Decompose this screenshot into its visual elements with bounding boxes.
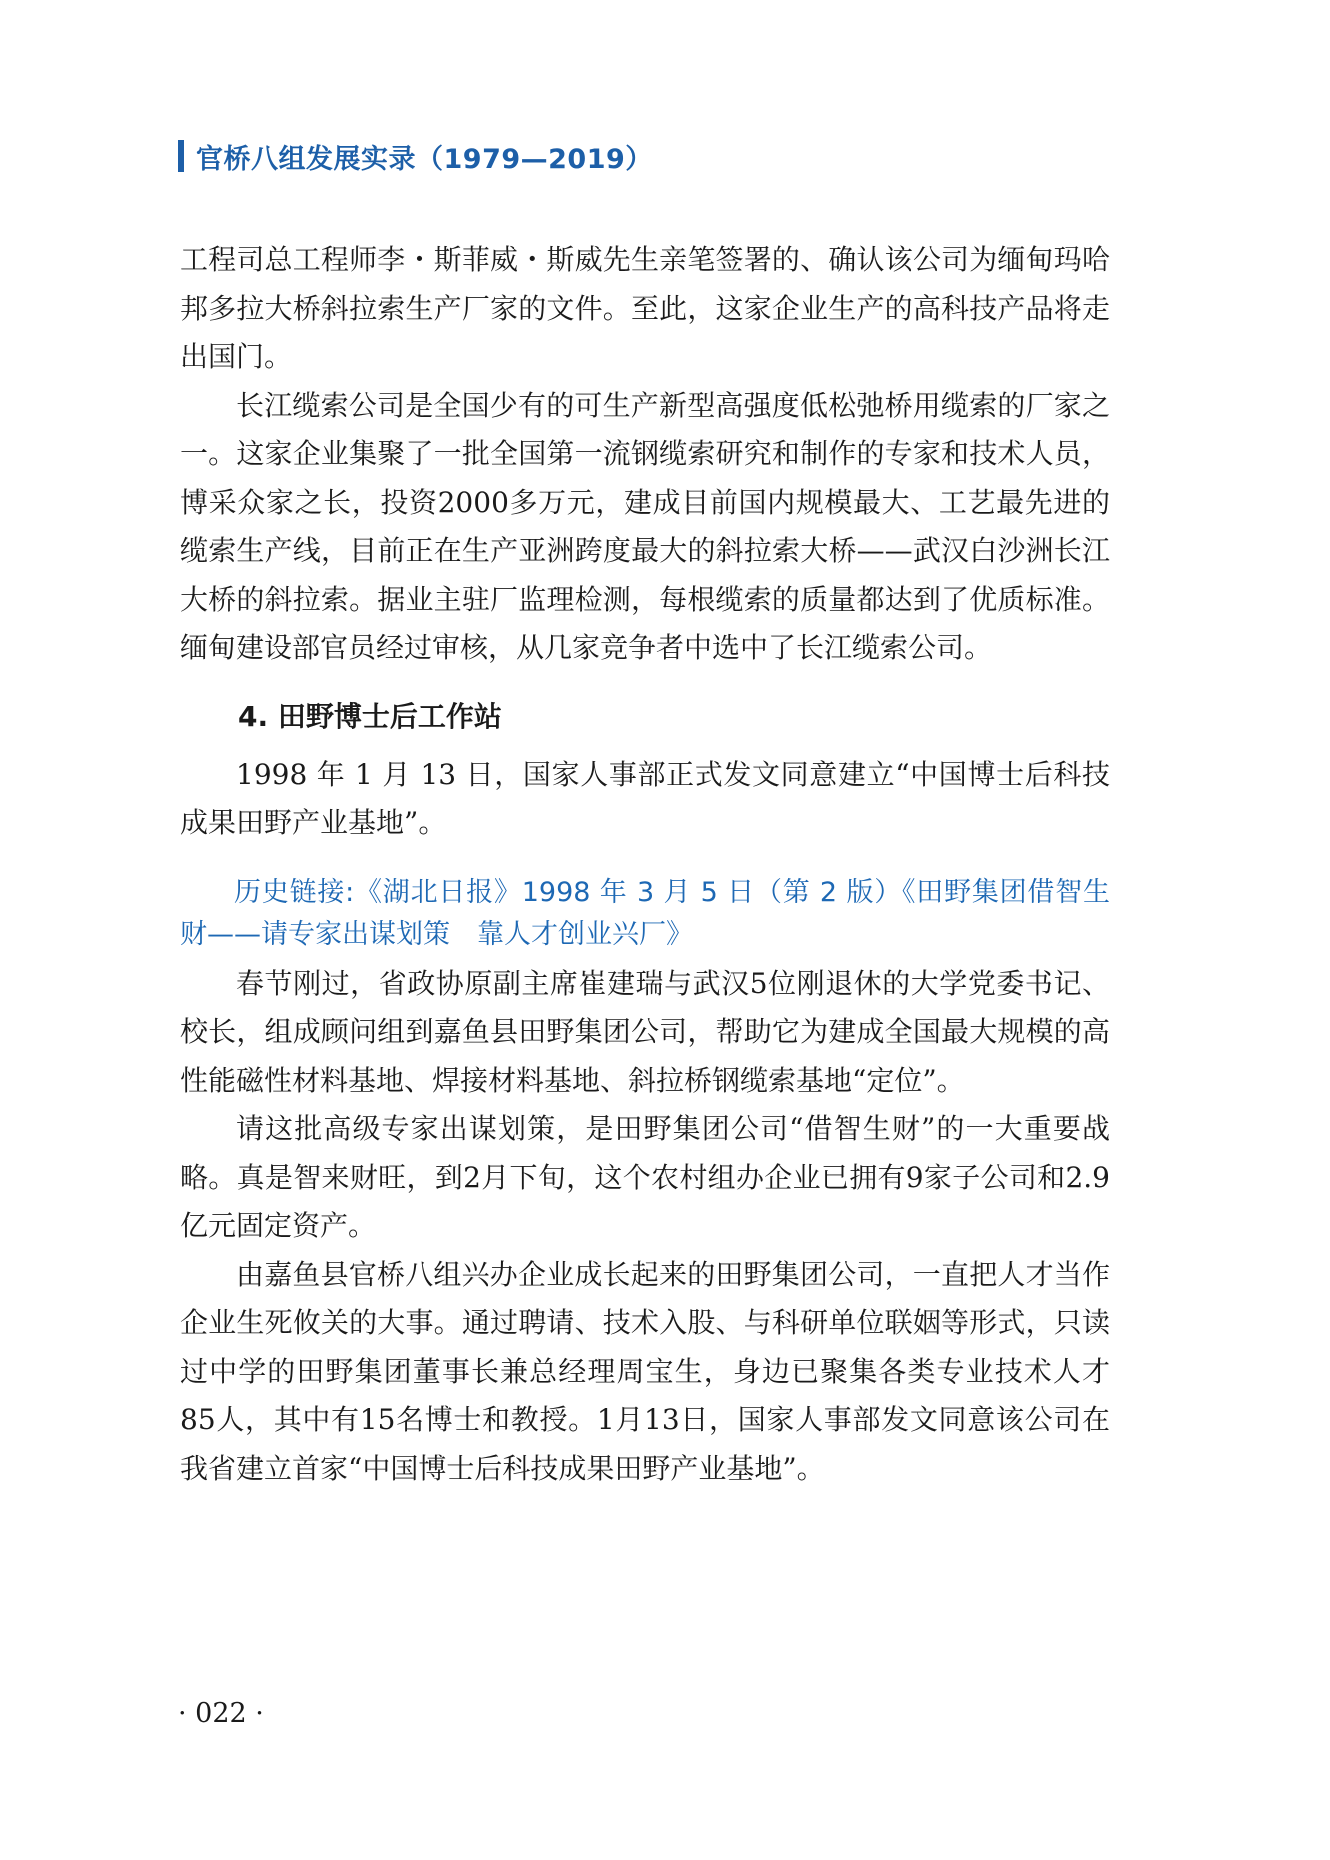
history-link-heading: 历史链接:《湖北日报》1998 年 3 月 5 日（第 2 版）《田野集团借智生财——请专家出谋划策 靠人才创业兴厂》 bbox=[180, 876, 1110, 950]
paragraph-talent: 由嘉鱼县官桥八组兴办企业成长起来的田野集团公司，一直把人才当作企业生死攸关的大事。通过聘请、技术入股、与科研单位联姻等形式，只读过中学的田野集团董事长兼总经理周宝生，身边已聚集各类专业技术人才85人，其中有15名博士和教授。1月13日，国家人事部发文同意该公司在我省建立首家“中国博士后科技成果田野产业基地”。 bbox=[180, 1257, 1110, 1485]
paragraph-cable-company: 长江缆索公司是全国少有的可生产新型高强度低松弛桥用缆索的厂家之一。这家企业集聚了一批全国第一流钢缆索研究和制作的专家和技术人员，博采众家之长，投资2000多万元，建成目前国内规模最大、工艺最先进的缆索生产线，目前正在生产亚洲跨度最大的斜拉索大桥——武汉白沙洲长江大桥的斜拉索。据业主驻厂监理检测，每根缆索的质量都达到了优质标准。缅甸建设部官员经过审核，从几家竞争者中选中了长江缆索公司。 bbox=[180, 388, 1110, 664]
section-heading: 4. 田野博士后工作站 bbox=[238, 699, 502, 733]
page-body bbox=[180, 236, 1110, 1493]
paragraph-spring-festival: 春节刚过，省政协原副主席崔建瑞与武汉5位刚退休的大学党委书记、校长，组成顾问组到嘉鱼县田野集团公司，帮助它为建成全国最大规模的高性能磁性材料基地、焊接材料基地、斜拉桥钢缆索基地“定位”。 bbox=[180, 966, 1110, 1097]
page-number: · 022 · bbox=[178, 1698, 264, 1729]
book-title: 官桥八组发展实录（1979—2019） bbox=[196, 143, 653, 175]
paragraph-continuation: 工程司总工程师李・斯菲威・斯威先生亲笔签署的、确认该公司为缅甸玛哈邦多拉大桥斜拉索生产厂家的文件。至此，这家企业生产的高科技产品将走出国门。 bbox=[180, 243, 1110, 373]
paragraph-strategy: 请这批高级专家出谋划策，是田野集团公司“借智生财”的一大重要战略。真是智来财旺，到2月下旬，这个农村组办企业已拥有9家子公司和2.9亿元固定资产。 bbox=[180, 1112, 1110, 1242]
paragraph-postdoc-base: 1998 年 1 月 13 日，国家人事部正式发文同意建立“中国博士后科技成果田野产业基地”。 bbox=[180, 757, 1110, 839]
running-header bbox=[178, 138, 653, 174]
header-accent-bar bbox=[178, 140, 184, 172]
